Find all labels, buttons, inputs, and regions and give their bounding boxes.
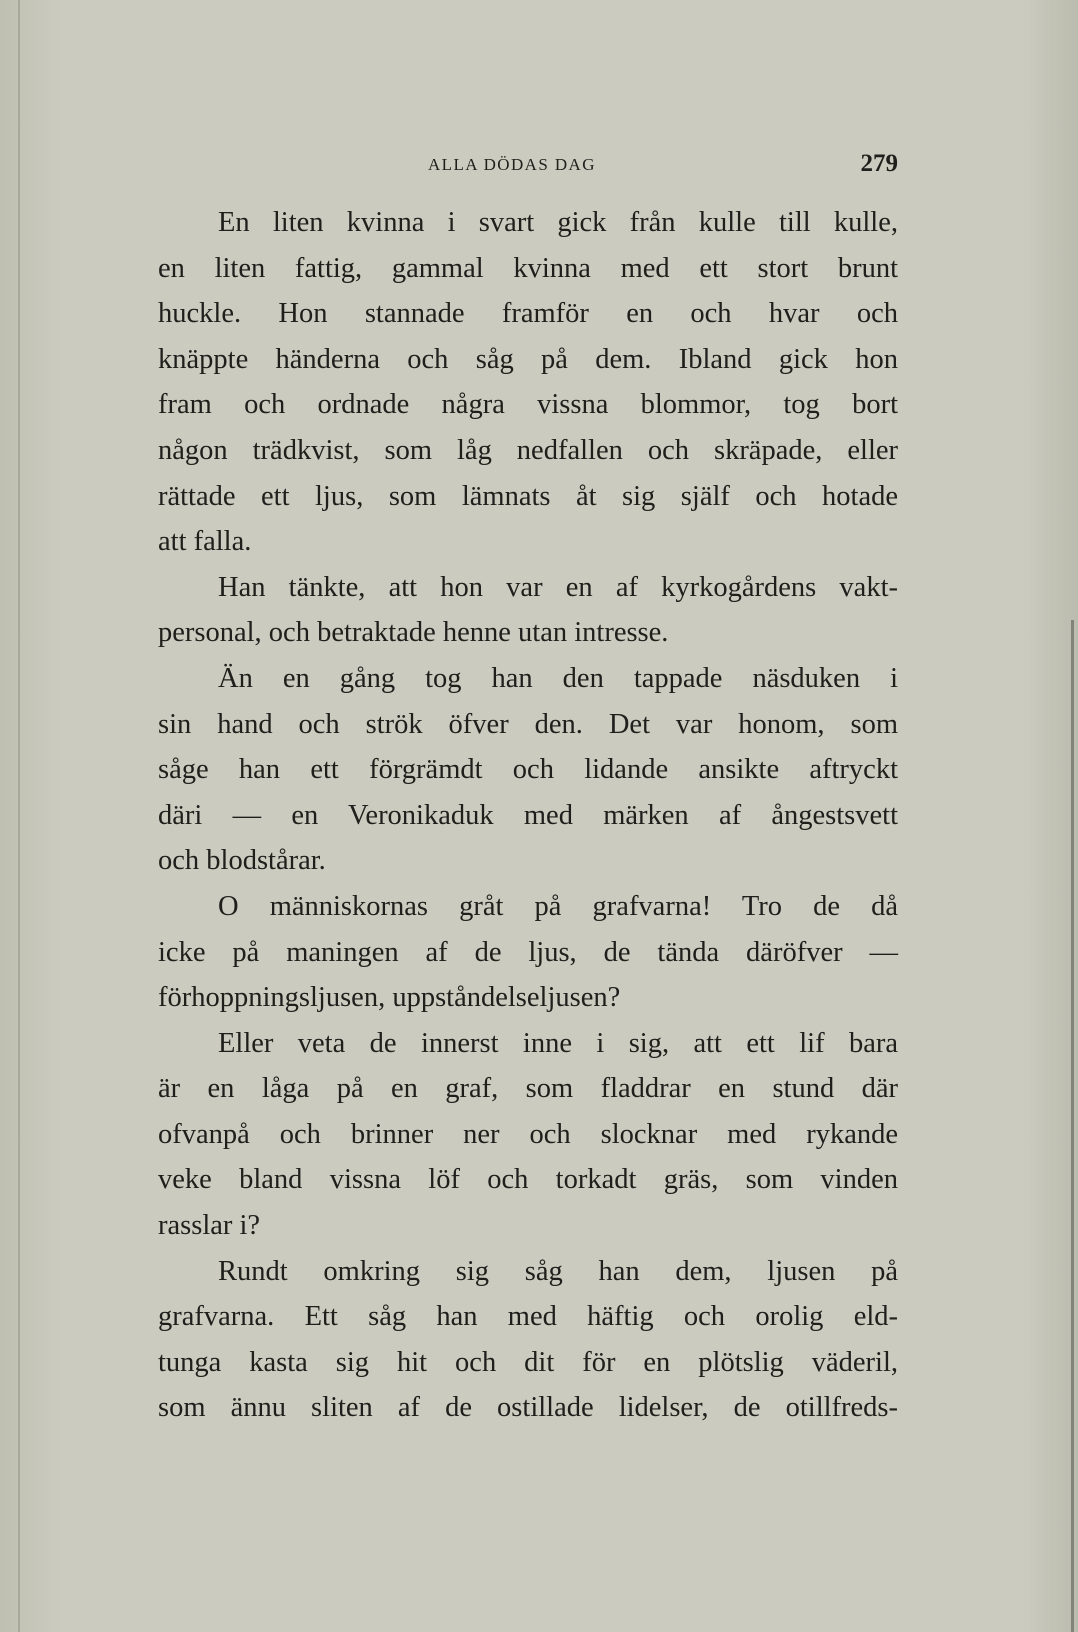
- text-line: en liten fattig, gammal kvinna med ett stort brunt: [158, 252, 898, 284]
- page-number: 279: [860, 150, 898, 177]
- page-outer-edge: [1071, 620, 1074, 1632]
- text-line: såge han ett förgrämdt och lidande ansikte aftryckt: [158, 754, 898, 786]
- text-line: är en låga på en graf, som fladdrar en stund där: [158, 1073, 898, 1105]
- text-line: Han tänkte, att hon var en af kyrkogårdens vakt-: [218, 571, 898, 603]
- text-line: En liten kvinna i svart gick från kulle till kulle,: [218, 207, 898, 238]
- text-line: Än en gång tog han den tappade näsduken i: [218, 662, 898, 694]
- text-line: personal, och betraktade henne utan intresse.: [158, 617, 669, 649]
- body-text: [158, 200, 898, 1431]
- text-line: ofvanpå och brinner ner och slocknar med rykande: [158, 1118, 898, 1150]
- text-line: rasslar i?: [158, 1210, 261, 1242]
- text-line: rättade ett ljus, som lämnats åt sig själf och hotade: [158, 480, 898, 512]
- text-line: Eller veta de innerst inne i sig, att ett lif bara: [218, 1027, 898, 1059]
- text-line: icke på maningen af de ljus, de tända däröfver —: [158, 936, 898, 968]
- text-line: förhoppningsljusen, uppståndelseljusen?: [158, 982, 621, 1014]
- text-line: huckle. Hon stannade framför en och hvar och: [158, 298, 898, 330]
- page-gutter-edge: [18, 0, 20, 1632]
- text-line: som ännu sliten af de ostillade lidelser, de otillfreds-: [158, 1392, 898, 1424]
- text-line: sin hand och strök öfver den. Det var honom, som: [158, 708, 898, 740]
- text-line: tunga kasta sig hit och dit för en plötslig väderil,: [158, 1346, 898, 1378]
- text-line: och blodstårar.: [158, 845, 326, 877]
- text-line: Rundt omkring sig såg han dem, ljusen på: [218, 1255, 898, 1287]
- text-line: knäppte händerna och såg på dem. Ibland gick hon: [158, 343, 898, 375]
- text-line: fram och ordnade några vissna blommor, tog bort: [158, 389, 898, 421]
- text-line: veke bland vissna löf och torkadt gräs, som vinden: [158, 1164, 898, 1196]
- running-title: ALLA DÖDAS DAG: [428, 155, 596, 174]
- page-header: [158, 150, 898, 180]
- text-line: grafvarna. Ett såg han med häftig och orolig eld-: [158, 1301, 898, 1333]
- text-line: däri — en Veronikaduk med märken af ångestsvett: [158, 799, 898, 831]
- text-line: O människornas gråt på grafvarna! Tro de då: [218, 890, 898, 922]
- text-line: att falla.: [158, 526, 252, 558]
- text-line: någon trädkvist, som låg nedfallen och skräpade, eller: [158, 434, 898, 466]
